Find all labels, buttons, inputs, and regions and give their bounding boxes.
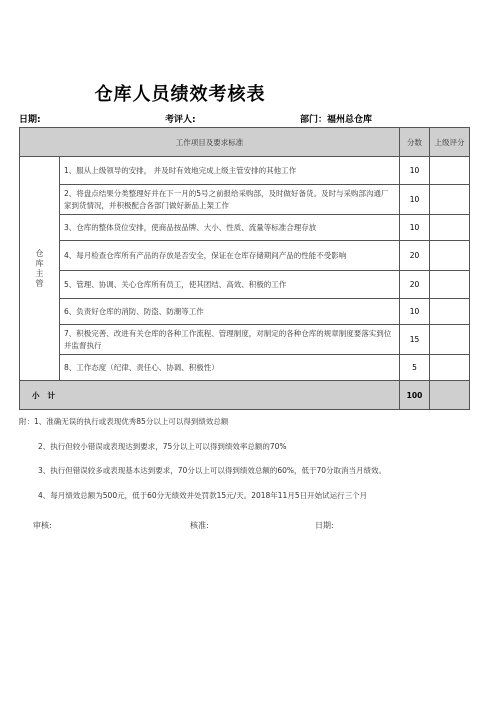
header-score: 分数 bbox=[400, 128, 430, 157]
rating-cell[interactable] bbox=[430, 157, 470, 185]
department-label: 部门：福州总仓库 bbox=[300, 115, 373, 125]
note-1: 附：1、准确无误的执行或表现优秀85分以上可以得到绩效总额 bbox=[19, 417, 229, 426]
rating-cell[interactable] bbox=[430, 215, 470, 241]
header-item: 工作项目及要求标准 bbox=[20, 128, 400, 157]
rating-cell[interactable] bbox=[430, 241, 470, 271]
header-rating: 上级评分 bbox=[430, 128, 470, 157]
table-row bbox=[20, 185, 470, 215]
form-title: 仓库人员绩效考核表 bbox=[94, 84, 266, 105]
item-text: 8、工作态度（纪律、责任心、协调、积极性） bbox=[60, 355, 400, 381]
item-score: 5 bbox=[400, 355, 430, 381]
rater-label: 考评人: bbox=[165, 115, 196, 125]
table-row bbox=[20, 271, 470, 299]
sign-date-label: 日期: bbox=[315, 521, 334, 530]
table-row bbox=[20, 157, 470, 185]
table-row bbox=[20, 299, 470, 325]
item-score: 10 bbox=[400, 215, 430, 241]
total-score: 100 bbox=[400, 381, 430, 410]
rating-cell[interactable] bbox=[430, 185, 470, 215]
total-label: 小计 bbox=[20, 381, 400, 410]
item-score: 20 bbox=[400, 271, 430, 299]
rating-cell[interactable] bbox=[430, 271, 470, 299]
approve-label: 核准: bbox=[190, 521, 209, 530]
note-4: 4、每月绩效总额为500元，低于60分无绩效并处罚款15元/天。2018年11月5日开始试运行三个月 bbox=[38, 491, 368, 500]
total-rating-cell[interactable] bbox=[430, 381, 470, 410]
item-score: 10 bbox=[400, 157, 430, 185]
table-row bbox=[20, 325, 470, 355]
item-text: 6、负责好仓库的消防、防盗、防潮等工作 bbox=[60, 299, 400, 325]
item-text: 2、将盘点结果分类整理好并在下一月的5号之前报给采购部，及时做好备货。及时与采购部沟通厂家到货情况，并积极配合各部门做好新品上架工作 bbox=[60, 185, 400, 215]
item-text: 4、每月检查仓库所有产品的存放是否安全，保证在仓库存储期间产品的性能不受影响 bbox=[60, 241, 400, 271]
item-score: 10 bbox=[400, 185, 430, 215]
date-label: 日期: bbox=[19, 115, 41, 125]
note-3: 3、执行但错误较多或表现基本达到要求，70分以上可以得到绩效总额的60%，低于70分取消当月绩效。 bbox=[38, 466, 387, 475]
table-header-row bbox=[20, 128, 470, 157]
item-score: 20 bbox=[400, 241, 430, 271]
note-2: 2、执行但较小错误或表现达到要求，75分以上可以得到绩效率总额的70% bbox=[38, 442, 287, 451]
table-row bbox=[20, 241, 470, 271]
item-score: 10 bbox=[400, 299, 430, 325]
total-row bbox=[20, 381, 470, 410]
table-row bbox=[20, 215, 470, 241]
item-text: 7、积极完善、改进有关仓库的各种工作流程、管理制度，对制定的各种仓库的规章制度要落实到位并监督执行 bbox=[60, 325, 400, 355]
audit-label: 审核: bbox=[33, 521, 52, 530]
item-text: 1、服从上级领导的安排， 并及时有效地完成上级主管安排的其他工作 bbox=[60, 157, 400, 185]
rating-cell[interactable] bbox=[430, 325, 470, 355]
category-cell: 仓库主管 bbox=[20, 157, 60, 381]
evaluation-table bbox=[19, 127, 470, 410]
rating-cell[interactable] bbox=[430, 355, 470, 381]
item-text: 5、管理、协调、关心仓库所有员工，使其团结、高效、积极的工作 bbox=[60, 271, 400, 299]
table-row bbox=[20, 355, 470, 381]
item-score: 15 bbox=[400, 325, 430, 355]
rating-cell[interactable] bbox=[430, 299, 470, 325]
item-text: 3、仓库的整体货位安排，使商品按品牌、大小、性质、流量等标准合理存放 bbox=[60, 215, 400, 241]
